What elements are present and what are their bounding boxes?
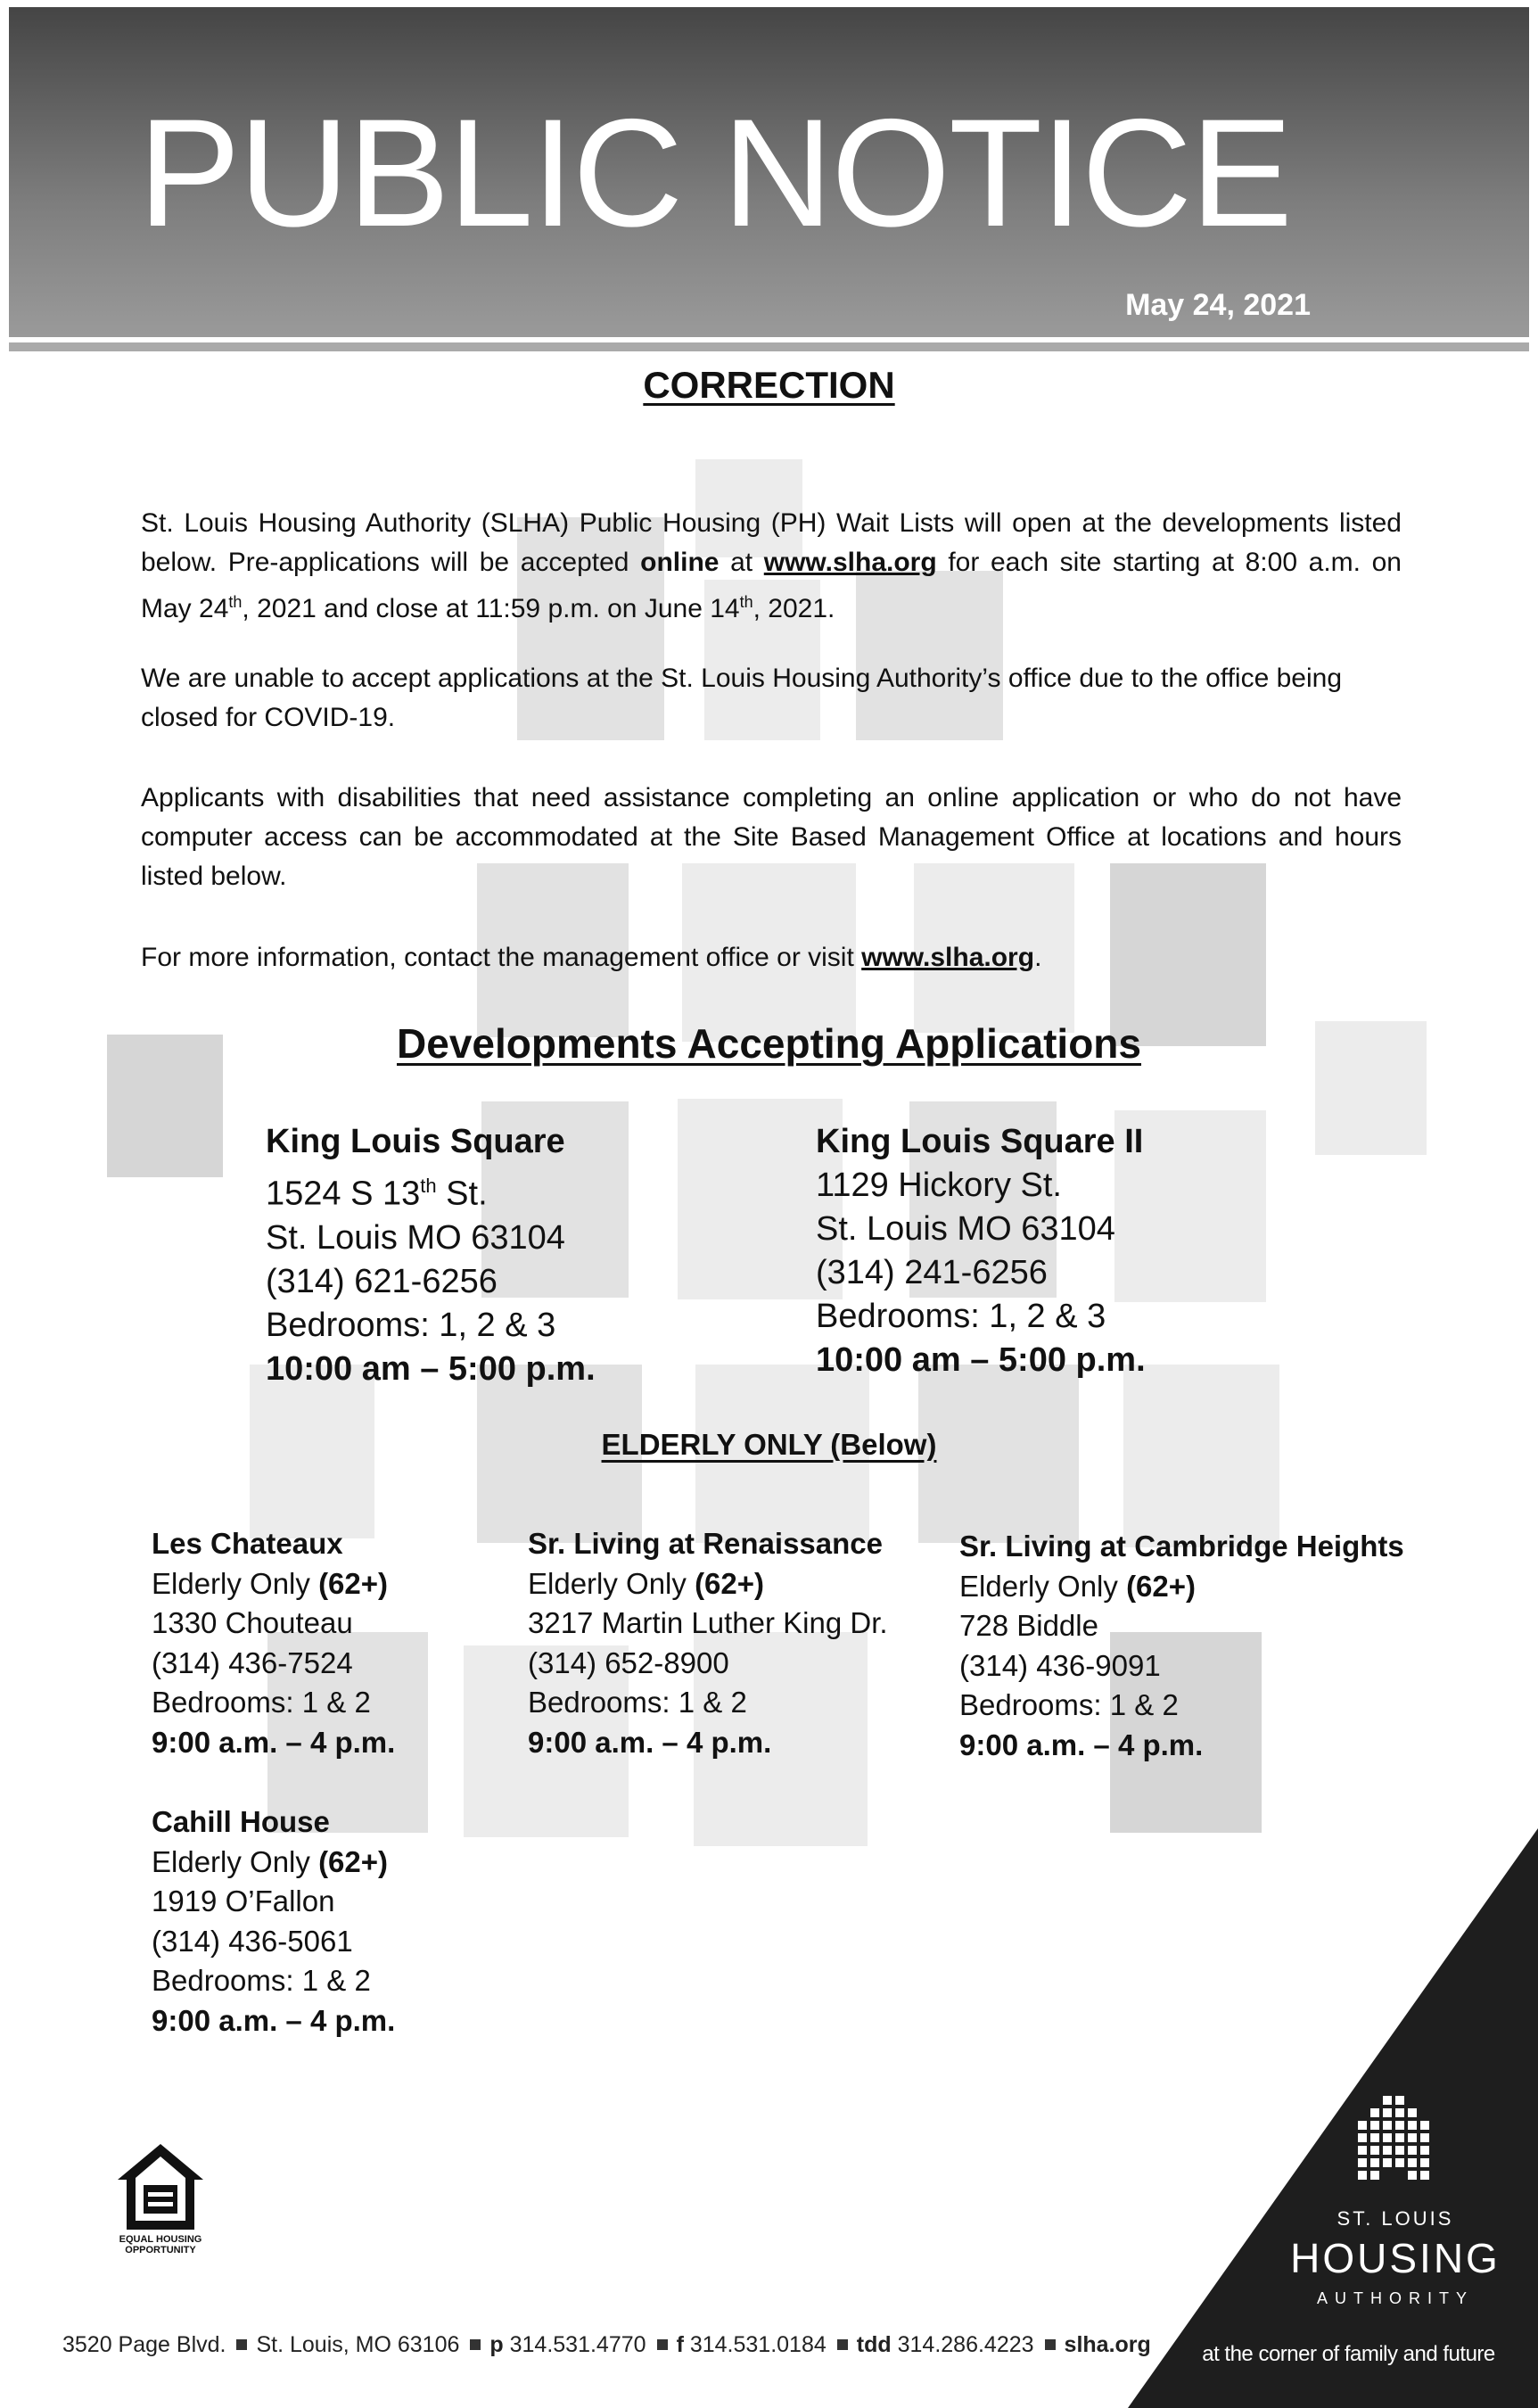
- development-street: 1129 Hickory St.: [816, 1167, 1062, 1204]
- elderly-hours: 9:00 a.m. – 4 p.m.: [528, 1725, 772, 1759]
- elderly-bedrooms: Bedrooms: 1 & 2: [528, 1686, 747, 1719]
- developments-heading-text: Developments Accepting Applications: [397, 1020, 1141, 1067]
- elderly-address: 1919 O’Fallon: [152, 1884, 335, 1917]
- logo-line-st-louis: ST. LOUIS: [1336, 2207, 1454, 2230]
- development-phone: (314) 241-6256: [816, 1254, 1048, 1291]
- intro-text: at: [719, 548, 764, 577]
- intro-text: , 2021.: [753, 594, 835, 623]
- slha-website-link-2[interactable]: www.slha.org: [861, 943, 1035, 972]
- accessibility-paragraph: Applicants with disabilities that need assistance completing an online application or who do not have computer access can be accommodated at the Site Based Management Office at locations and hours listed below.: [141, 783, 1402, 891]
- more-info-text: .: [1034, 943, 1042, 972]
- age-requirement: (62+): [318, 1566, 389, 1600]
- elderly-name: Sr. Living at Cambridge Heights: [959, 1530, 1404, 1563]
- development-name: King Louis Square: [266, 1123, 565, 1160]
- elderly-label: Elderly Only: [528, 1566, 695, 1600]
- bullet-separator: [657, 2339, 668, 2350]
- logo-line-authority: AUTHORITY: [1316, 2289, 1474, 2307]
- elderly-address: 728 Biddle: [959, 1609, 1098, 1642]
- slha-website-link[interactable]: www.slha.org: [763, 548, 937, 577]
- development-name: King Louis Square II: [816, 1123, 1144, 1160]
- elderly-phone: (314) 652-8900: [528, 1645, 729, 1679]
- elderly-address: 3217 Martin Luther King Dr.: [528, 1606, 888, 1639]
- street-text: St.: [436, 1175, 488, 1213]
- logo-line-housing: HOUSING: [1290, 2235, 1501, 2281]
- street-text: 1524 S 13: [266, 1175, 421, 1213]
- bullet-separator: [470, 2339, 481, 2350]
- intro-text: , 2021 and close at 11:59 p.m. on June 14: [242, 594, 740, 623]
- elderly-bedrooms: Bedrooms: 1 & 2: [959, 1688, 1179, 1721]
- elderly-hours: 9:00 a.m. – 4 p.m.: [152, 2003, 396, 2037]
- footer-phone: 314.531.4770: [503, 2332, 646, 2357]
- elderly-hours: 9:00 a.m. – 4 p.m.: [152, 1725, 396, 1759]
- correction-heading-text: CORRECTION: [643, 364, 895, 406]
- online-emphasis: online: [640, 548, 720, 577]
- footer-address: 3520 Page Blvd.: [62, 2332, 226, 2357]
- development-bedrooms: Bedrooms: 1, 2 & 3: [816, 1298, 1106, 1335]
- age-requirement: (62+): [1126, 1569, 1197, 1603]
- development-city: St. Louis MO 63104: [816, 1210, 1115, 1248]
- elderly-heading-text: ELDERLY ONLY (Below): [601, 1428, 937, 1461]
- age-requirement: (62+): [695, 1566, 765, 1600]
- elderly-label: Elderly Only: [152, 1844, 319, 1878]
- development-hours: 10:00 am – 5:00 p.m.: [816, 1341, 1146, 1379]
- development-phone: (314) 621-6256: [266, 1262, 498, 1300]
- elderly-bedrooms: Bedrooms: 1 & 2: [152, 1964, 371, 1997]
- elderly-hours: 9:00 a.m. – 4 p.m.: [959, 1728, 1204, 1761]
- bullet-separator: [236, 2339, 247, 2350]
- elderly-phone: (314) 436-9091: [959, 1648, 1161, 1682]
- elderly-name: Sr. Living at Renaissance: [528, 1527, 883, 1560]
- ordinal-suffix: th: [420, 1175, 437, 1197]
- equal-housing-text: EQUAL HOUSING OPPORTUNITY: [119, 2234, 202, 2255]
- office-closed-paragraph: We are unable to accept applications at the St. Louis Housing Authority’s office due to the office being closed for COVID-19.: [141, 664, 1342, 732]
- elderly-phone: (314) 436-7524: [152, 1645, 353, 1679]
- more-info-text: For more information, contact the management office or visit: [141, 943, 862, 972]
- elderly-phone: (314) 436-5061: [152, 1924, 353, 1958]
- ordinal-suffix: th: [228, 593, 243, 611]
- age-requirement: (62+): [318, 1844, 389, 1878]
- phone-label: p: [489, 2332, 504, 2357]
- intro-text: for each site starting at 8:00 a.m. on May 24: [141, 548, 1402, 623]
- footer-website[interactable]: slha.org: [1064, 2332, 1151, 2357]
- elderly-label: Elderly Only: [152, 1566, 319, 1600]
- page-title: PUBLIC NOTICE: [138, 87, 1291, 259]
- equal-housing-icon: [114, 2140, 207, 2233]
- development-city: St. Louis MO 63104: [266, 1218, 565, 1257]
- elderly-bedrooms: Bedrooms: 1 & 2: [152, 1686, 371, 1719]
- development-hours: 10:00 am – 5:00 p.m.: [266, 1349, 596, 1388]
- elderly-name: Cahill House: [152, 1805, 330, 1838]
- elderly-address: 1330 Chouteau: [152, 1606, 353, 1639]
- development-bedrooms: Bedrooms: 1, 2 & 3: [266, 1306, 556, 1344]
- ordinal-suffix: th: [739, 593, 753, 611]
- elderly-name: Les Chateaux: [152, 1527, 343, 1560]
- footer-city: St. Louis, MO 63106: [256, 2332, 460, 2357]
- bullet-separator: [1045, 2339, 1056, 2350]
- footer-fax: 314.531.0184: [683, 2332, 827, 2357]
- intro-text: St. Louis Housing Authority (SLHA) Public Housing (PH) Wait Lists will open at the developments listed below. Pre-applications will be accepted: [141, 508, 1402, 577]
- logo-tagline: at the corner of family and future: [1202, 2342, 1495, 2366]
- bullet-separator: [837, 2339, 848, 2350]
- notice-date: May 24, 2021: [1125, 288, 1311, 322]
- footer-contact: [62, 2332, 1151, 2358]
- fax-label: f: [676, 2332, 684, 2357]
- tdd-label: tdd: [856, 2332, 892, 2357]
- elderly-label: Elderly Only: [959, 1569, 1127, 1603]
- slha-building-icon: [1351, 2094, 1440, 2183]
- footer-tdd: 314.286.4223: [891, 2332, 1034, 2357]
